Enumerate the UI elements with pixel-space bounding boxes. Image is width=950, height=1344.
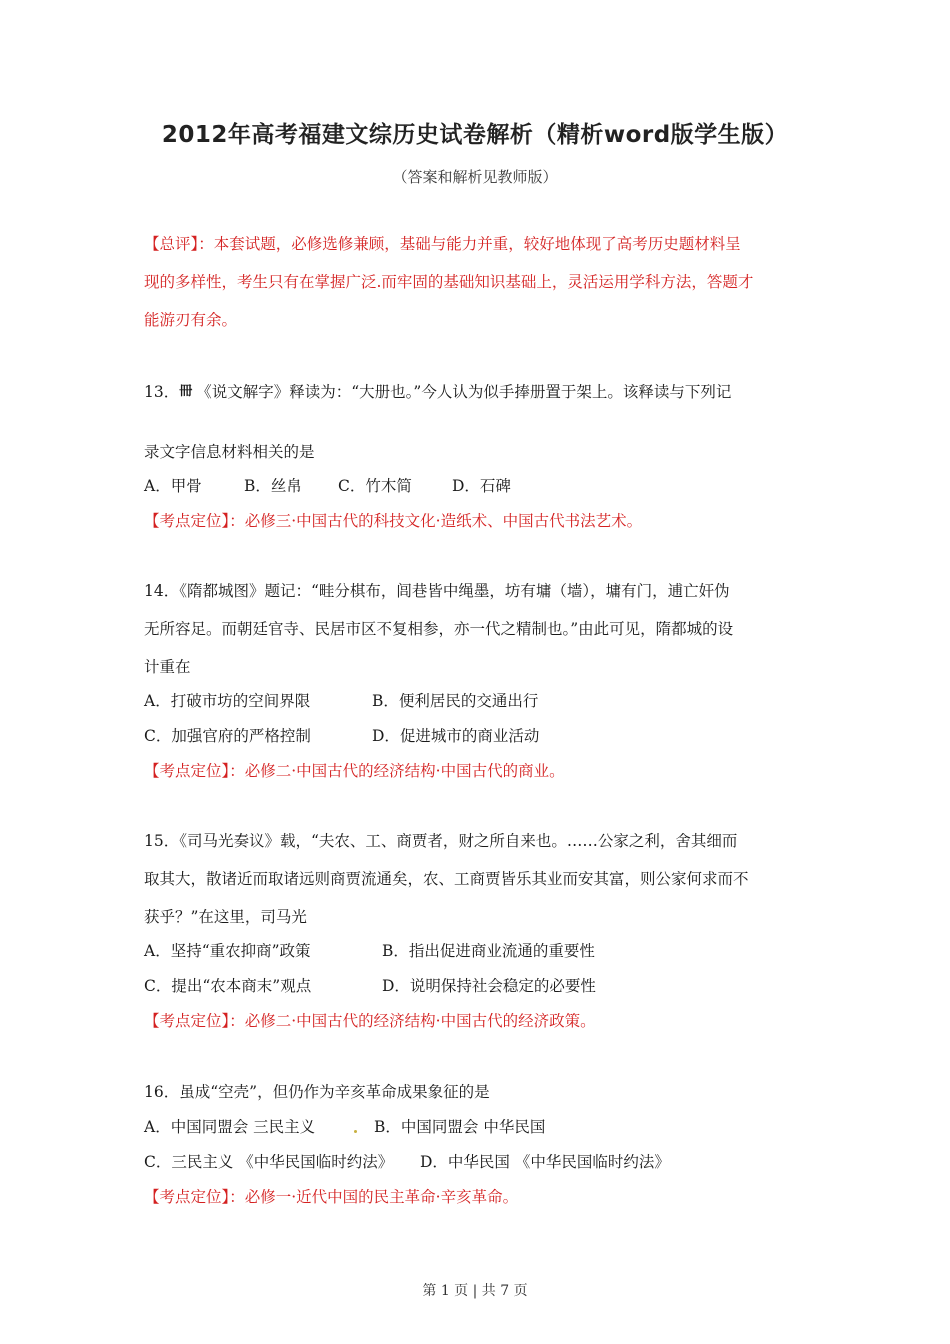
option-c: C．加强官府的严格控制 [144,727,311,745]
question-13-options [144,474,511,496]
option-d: D．说明保持社会稳定的必要性 [382,977,596,995]
option-c: C．三民主义 《中华民国临时约法》 [144,1153,394,1171]
option-b: B．指出促进商业流通的重要性 [382,942,595,960]
question-14-stem-line-1: 14．《隋都城图》题记：“畦分棋布，闾巷皆中绳墨，坊有墉（墙），墉有门，逋亡奸伪 [144,582,730,600]
question-14-options-row-2 [144,724,539,746]
question-15-options-row-2 [144,974,596,996]
page-footer: 第 1 页 | 共 7 页 [422,1283,528,1299]
summary-line-3: 能游刃有余。 [144,311,238,329]
question-14-point: 【考点定位】：必修二·中国古代的经济结构·中国古代的商业。 [144,762,565,780]
option-b: B．便利居民的交通出行 [372,692,539,710]
question-14-stem-line-3: 计重在 [144,658,191,676]
question-13-point: 【考点定位】：必修三·中国古代的科技文化·造纸术、中国古代书法艺术。 [144,512,643,530]
page-title: 2012年高考福建文综历史试卷解析（精析word版学生版） [161,122,789,148]
question-15-options-row-1 [144,939,595,961]
option-a: A．甲骨 [144,477,202,495]
summary-line-1: 【总评】：本套试题，必修选修兼顾，基础与能力并重，较好地体现了高考历史题材料呈 [144,235,741,253]
question-16-options-row-2 [144,1150,670,1172]
question-16-point: 【考点定位】：必修一·近代中国的民主革命·辛亥革命。 [144,1188,519,1206]
ancient-character-glyph: 冊 [179,384,193,399]
question-15-stem-line-2: 取其大，散诸近而取诸远则商贾流通矣，农、工商贾皆乐其业而安其富，则公家何求而不 [144,870,749,888]
question-15-stem-line-3: 获乎？”在这里，司马光 [144,908,307,926]
option-a: A．坚持“重农抑商”政策 [144,942,311,960]
stray-mark [354,1130,357,1133]
option-d: D．石碑 [452,477,511,495]
question-15-stem-line-1: 15．《司马光奏议》载，“夫农、工、商贾者，财之所自来也。……公家之利，舍其细而 [144,832,738,850]
question-16-options-row-1 [144,1115,545,1137]
option-d: D．中华民国 《中华民国临时约法》 [420,1153,670,1171]
question-13-stem-text: 《说文解字》释读为：“大册也。”今人认为似手捧册置于架上。该释读与下列记 [196,383,732,401]
question-14-stem-line-2: 无所容足。而朝廷官寺、民居市区不复相参，亦一代之精制也。”由此可见，隋都城的设 [144,620,734,638]
page-subtitle: （答案和解析见教师版） [392,168,558,186]
question-13-stem [144,380,809,402]
question-16-stem: 16．虽成“空壳”，但仍作为辛亥革命成果象征的是 [144,1083,490,1101]
option-a: A．中国同盟会 三民主义 [144,1118,316,1136]
summary-line-2: 现的多样性，考生只有在掌握广泛.而牢固的基础知识基础上，灵活运用学科方法，答题才 [144,273,754,291]
option-b: B．丝帛 [244,477,302,495]
question-13-stem-line-2: 录文字信息材料相关的是 [144,443,315,461]
question-13-number: 13． [144,383,180,401]
option-c: C．竹木简 [338,477,412,495]
question-14-options-row-1 [144,689,538,711]
option-c: C．提出“农本商末”观点 [144,977,312,995]
option-d: D．促进城市的商业活动 [372,727,540,745]
option-b: B．中国同盟会 中华民国 [374,1118,546,1136]
option-a: A．打破市坊的空间界限 [144,692,311,710]
question-15-point: 【考点定位】：必修二·中国古代的经济结构·中国古代的经济政策。 [144,1012,596,1030]
